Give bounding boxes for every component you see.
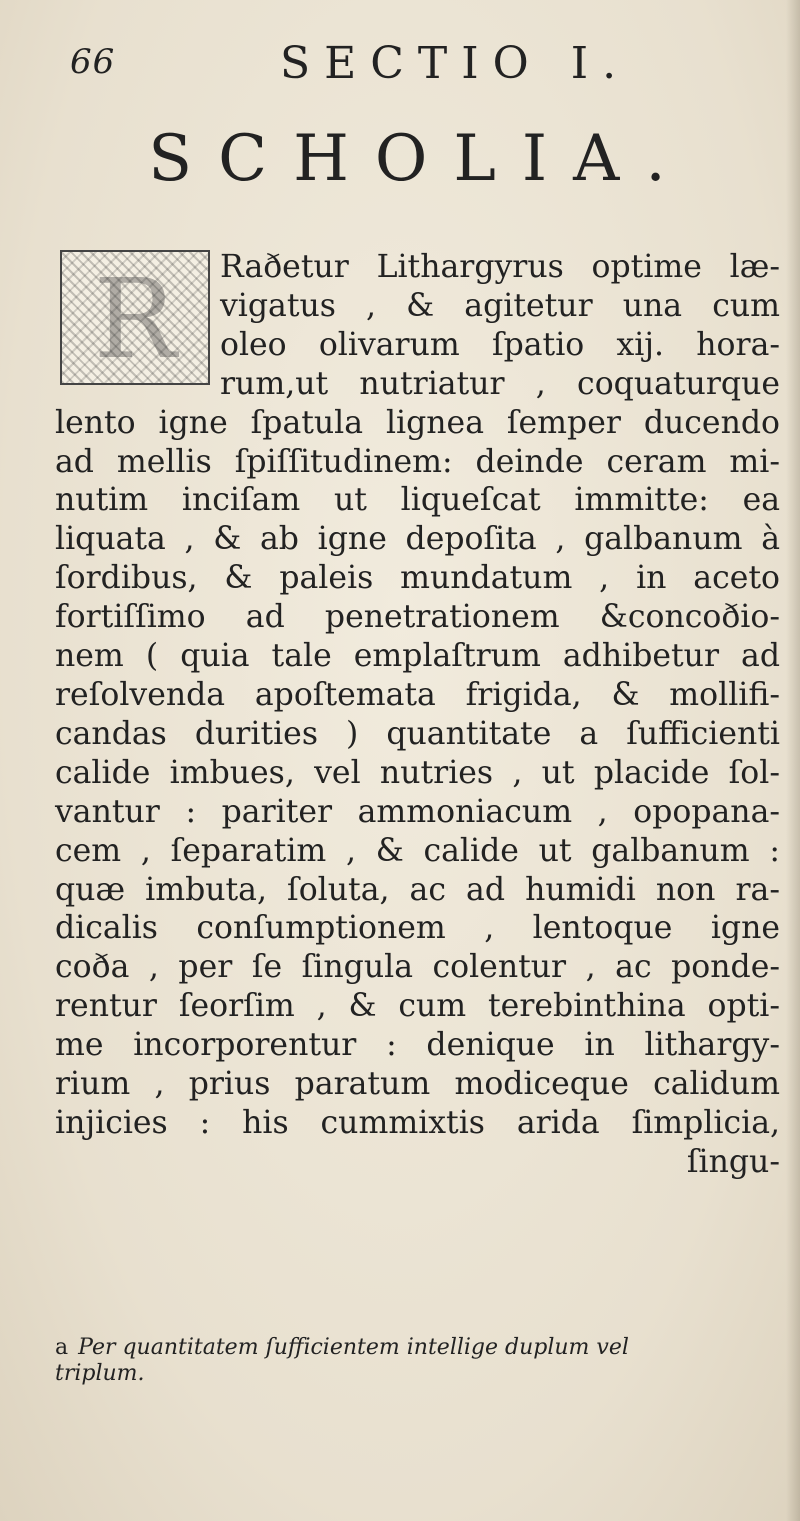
text-line: vigatus , & agitetur una cum — [220, 287, 780, 324]
text-line: oleo olivarum ſpatio xij. hora- — [220, 326, 780, 363]
text-line: rentur ſeorſim , & cum terebinthina opti- — [55, 988, 780, 1025]
running-head — [60, 38, 740, 98]
footnote — [55, 1335, 775, 1387]
text-line: lento igne ſpatula lignea ſemper ducendo — [55, 404, 780, 441]
text-line: calide imbues, vel nutries , ut placide ſol- — [55, 754, 780, 791]
scholia-heading: SCHOLIA. — [148, 122, 692, 196]
initial-letter-graphic: R — [93, 255, 177, 383]
text-line: me incorporentur : denique in lithargy- — [55, 1027, 780, 1064]
text-line: rium , prius paratum modiceque calidum — [55, 1066, 780, 1103]
footnote-line: triplum. — [55, 1361, 145, 1386]
catchword: ſingu- — [686, 1143, 780, 1180]
page-number: 66 — [70, 42, 116, 82]
text-line: ad mellis ſpiſſitudinem: deinde ceram mi- — [55, 443, 780, 480]
body-text — [55, 248, 780, 1182]
text-line: quæ imbuta, ſoluta, ac ad humidi non ra- — [55, 871, 780, 908]
text-line: Raðetur Lithargyrus optime læ- — [220, 249, 780, 285]
text-line: fortiſſimo ad penetrationem &concoðio- — [55, 599, 780, 636]
text-line: liquata , & ab igne depoſita , galbanum à — [55, 521, 780, 558]
footnote-mark: a — [55, 1335, 69, 1360]
text-line: nem ( quia tale emplaſtrum adhibetur ad — [55, 638, 780, 675]
text-line: cem , ſeparatim , & calide ut galbanum : — [55, 832, 780, 869]
footnote-line — [55, 1335, 775, 1361]
footnote-text: Per quantitatem ſufficientem intellige duplum vel — [78, 1335, 629, 1360]
text-line: vantur : pariter ammoniacum , opopana- — [55, 793, 780, 830]
text-line: nutim inciſam ut liqueſcat immitte: ea — [55, 482, 780, 519]
text-line: candas durities ) quantitate a ſufficienti — [55, 715, 780, 752]
text-line: dicalis conſumptionem , lentoque igne — [55, 910, 780, 947]
text-line: reſolvenda apoſtemata frigida, & mollifi- — [55, 676, 780, 713]
section-title: SECTIO I. — [280, 38, 631, 89]
page-edge-shadow — [786, 0, 800, 1521]
text-line: injicies : his cummixtis arida ſimplicia, — [55, 1104, 780, 1141]
text-line: coða , per ſe ſingula colentur , ac ponde- — [55, 949, 780, 986]
text-line: ſordibus, & paleis mundatum , in aceto — [55, 560, 780, 597]
text-line: rum,ut nutriatur , coquaturque — [220, 365, 780, 402]
